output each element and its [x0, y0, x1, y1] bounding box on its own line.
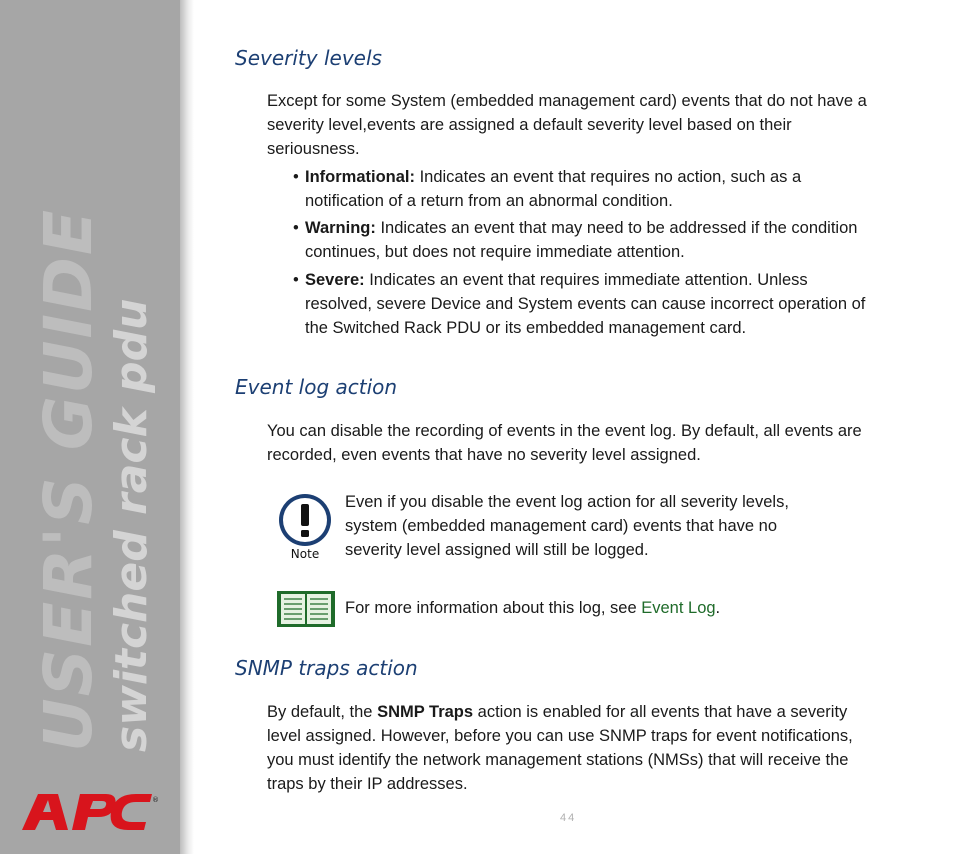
svg-text:®: ® — [152, 796, 159, 804]
bullet-severe — [293, 268, 868, 340]
snmp-body-rest: action is enabled for all events that have a severity level assigned. However, before you can use SNMP traps for event notifications, you must identify the network management stations (NMSs) that will receive the traps by their IP addresses. — [267, 703, 853, 793]
note-text: Even if you disable the event log action for all severity levels, system (embedded management card) events that have no severity level assigned will still be logged. — [345, 493, 789, 559]
heading-severity-levels: Severity levels — [235, 46, 382, 70]
event-log-body: You can disable the recording of events in the event log. By default, all events are recorded, even events that have no severity level assigned. — [267, 422, 862, 464]
desc-warning: Indicates an event that may need to be addressed if the condition continues, but does not require immediate attention. — [305, 219, 858, 261]
note-icon — [275, 492, 335, 562]
desc-severe: Indicates an event that requires immediate attention. Unless resolved, severe Device and System events can cause incorrect operation of the Switched Rack PDU or its embedded management card. — [305, 271, 866, 337]
snmp-traps-term: SNMP Traps — [377, 703, 474, 721]
severity-intro: Except for some System (embedded management card) events that do not have a severity level,events are assigned a default severity level based on their seriousness. — [267, 92, 867, 158]
bullet-informational — [293, 165, 868, 213]
desc-informational: Indicates an event that requires no action, such as a notification of a return from an abnormal condition. — [305, 168, 802, 210]
reference-suffix: . — [715, 599, 721, 617]
bullet-warning — [293, 216, 868, 264]
bullet-dot: • — [293, 219, 299, 237]
reference-line — [345, 596, 865, 620]
snmp-body-prefix: By default, the — [267, 703, 378, 721]
page-number: 44 — [560, 812, 577, 824]
guide-title: USER'S GUIDE — [30, 208, 107, 752]
snmp-body — [267, 700, 877, 796]
book-icon — [276, 590, 336, 628]
term-severe: Severe: — [305, 271, 365, 289]
event-log-link[interactable]: Event Log — [641, 599, 716, 617]
bullet-dot: • — [293, 271, 299, 289]
product-name: switched rack pdu — [106, 298, 157, 752]
sidebar-edge — [180, 0, 194, 854]
term-warning: Warning: — [305, 219, 376, 237]
term-informational: Informational: — [305, 168, 415, 186]
heading-event-log-action: Event log action — [235, 375, 398, 399]
note-label: Note — [290, 547, 320, 561]
heading-snmp-traps-action: SNMP traps action — [235, 656, 418, 680]
bullet-dot: • — [293, 168, 299, 186]
reference-prefix: For more information about this log, see — [345, 599, 642, 617]
apc-logo — [18, 790, 158, 834]
